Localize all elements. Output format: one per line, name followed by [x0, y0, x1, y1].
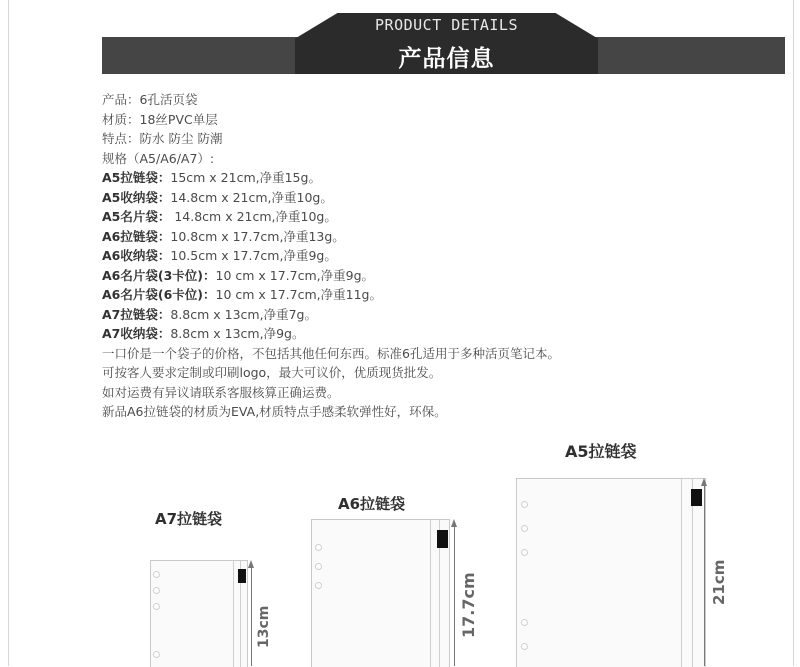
zipper-pull [437, 530, 448, 548]
spec-label: A5收纳袋： [102, 189, 171, 205]
binder-hole [315, 582, 322, 589]
spec-value: 10 cm x 17.7cm,净重11g。 [215, 287, 382, 302]
a5-bag-title: A5拉链袋 [565, 442, 637, 461]
spec-value: 14.8cm x 21cm,净重10g。 [170, 189, 333, 205]
product-specs [102, 90, 742, 422]
spec-a6-card-3 [102, 266, 742, 286]
spec-label: A6名片袋(6卡位)： [102, 287, 216, 302]
spec-product [102, 90, 742, 110]
spec-value: 8.8cm x 13cm,净重7g。 [170, 306, 317, 322]
binder-hole [315, 563, 322, 570]
a7-bag-illustration [150, 560, 248, 667]
spec-label: A7收纳袋： [102, 326, 171, 341]
spec-a7-zip [102, 305, 742, 325]
a7-height-arrow [251, 566, 252, 666]
page-right-border [793, 0, 794, 666]
spec-label: A6收纳袋： [102, 248, 171, 263]
spec-value: 10.5cm x 17.7cm,净重9g。 [170, 248, 337, 263]
page-left-border [8, 0, 9, 666]
spec-a7-storage [102, 324, 742, 344]
header-title-chinese: 产品信息 [398, 46, 495, 72]
a6-height-arrow [454, 525, 455, 666]
spec-a5-card [102, 207, 742, 227]
spec-value: 防水 防尘 防潮 [139, 131, 223, 146]
spec-label: A5名片袋： [102, 209, 171, 224]
spec-material [102, 110, 742, 130]
binder-hole [315, 544, 322, 551]
spec-a6-zip [102, 227, 742, 247]
spec-a6-storage [102, 246, 742, 266]
a5-height-arrow [704, 484, 705, 666]
note-custom: 可按客人要求定制或印刷logo，最大可议价，优质现货批发。 [102, 365, 442, 380]
spec-a5-storage [102, 188, 742, 208]
spec-sizes-heading [102, 149, 742, 169]
binder-hole [521, 525, 528, 532]
spec-features [102, 129, 742, 149]
binder-hole [153, 603, 160, 610]
a7-bag-title: A7拉链袋 [155, 510, 223, 528]
note-shipping: 如对运费有异议请联系客服核算正确运费。 [102, 384, 340, 400]
a5-height-label: 21cm [710, 559, 728, 605]
binder-hole [521, 549, 528, 556]
binder-hole [153, 651, 160, 658]
note-price: 一口价是一个袋子的价格，不包括其他任何东西。标准6孔适用于多种活页笔记本。 [102, 345, 560, 361]
spec-label: 产品： [102, 92, 140, 107]
binder-hole [153, 571, 160, 578]
spec-label: A6名片袋(3卡位)： [102, 267, 216, 283]
a6-bag-illustration [311, 519, 450, 667]
header-title-english: PRODUCT DETAILS [375, 16, 518, 34]
spec-value: 8.8cm x 13cm,净9g。 [170, 326, 305, 341]
spec-label: 规格（A5/A6/A7）: [102, 150, 215, 166]
zipper-track [681, 479, 693, 667]
spec-value: 14.8cm x 21cm,净重10g。 [170, 209, 337, 224]
a6-height-label: 17.7cm [459, 572, 478, 638]
binder-hole [521, 501, 528, 508]
binder-hole [153, 587, 160, 594]
spec-value: 10.8cm x 17.7cm,净重13g。 [170, 228, 345, 244]
spec-a6-card-6 [102, 285, 742, 305]
spec-label: A6拉链袋： [102, 228, 171, 244]
spec-label: 特点： [102, 131, 140, 146]
zipper-pull [238, 569, 246, 583]
binder-hole [521, 619, 528, 626]
spec-value: 10 cm x 17.7cm,净重9g。 [215, 267, 375, 283]
spec-value: 18丝PVC单层 [139, 111, 218, 127]
a7-height-label: 13cm [256, 605, 272, 648]
a6-bag-title: A6拉链袋 [338, 495, 406, 513]
spec-label: A5拉链袋： [102, 170, 171, 185]
note-eva: 新品A6拉链袋的材质为EVA,材质特点手感柔软弹性好，环保。 [102, 404, 447, 419]
a5-bag-illustration [516, 478, 706, 667]
spec-label: A7拉链袋： [102, 306, 171, 322]
spec-a5-zip [102, 168, 742, 188]
spec-label: 材质： [102, 111, 140, 127]
spec-value: 15cm x 21cm,净重15g。 [170, 170, 321, 185]
zipper-pull [691, 489, 702, 506]
binder-hole [521, 643, 528, 650]
spec-value: 6孔活页袋 [139, 92, 198, 107]
